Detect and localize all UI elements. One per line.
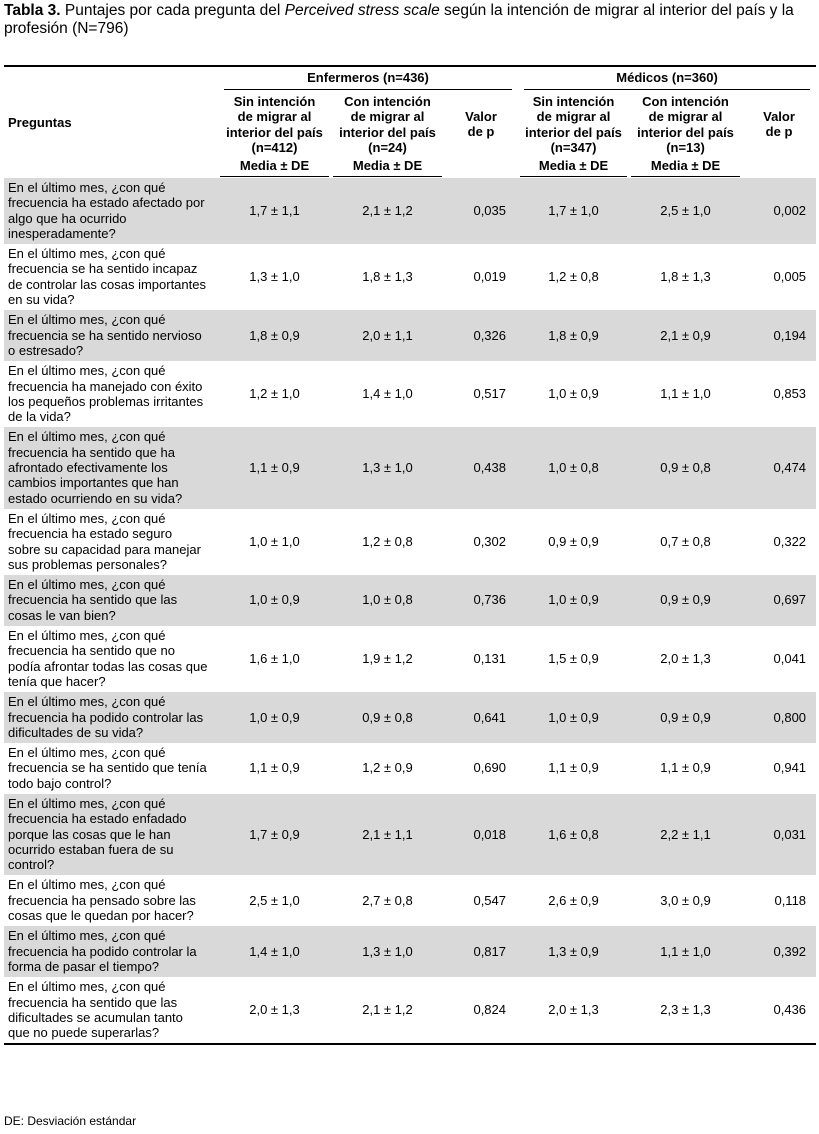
table-row bbox=[4, 926, 816, 977]
header-enf-con-l4: (n=24) bbox=[368, 139, 407, 155]
header-med-con-l1: Con intención bbox=[642, 94, 729, 109]
enf-con-cell: 1,8 ± 1,3 bbox=[362, 269, 413, 285]
header-enf-con-l1: Con intención bbox=[344, 94, 431, 109]
enf-sin-cell: 1,2 ± 1,0 bbox=[249, 386, 300, 402]
med-con-cell: 1,1 ± 0,9 bbox=[660, 760, 711, 776]
footnote: DE: Desviación estándar bbox=[4, 1114, 137, 1128]
enf-sin-cell: 1,1 ± 0,9 bbox=[218, 427, 331, 508]
table-container bbox=[4, 65, 816, 1045]
med-con-cell: 1,1 ± 1,0 bbox=[629, 926, 742, 977]
med-sin-cell: 0,9 ± 0,9 bbox=[548, 533, 599, 549]
group-medicos-label: Médicos (n=360) bbox=[524, 70, 810, 89]
question-cell: En el último mes, ¿con qué frecuencia ha manejado con éxito los pequeños problemas irritantes de la vida? bbox=[8, 363, 204, 425]
med-con-cell: 2,3 ± 1,3 bbox=[660, 1002, 711, 1018]
med-p-cell: 0,474 bbox=[742, 427, 816, 508]
med-sin-cell: 1,2 ± 0,8 bbox=[548, 269, 599, 285]
enf-p-cell: 0,438 bbox=[444, 427, 518, 508]
media-de-label: Media ± DE bbox=[631, 158, 740, 176]
enf-p-cell: 0,035 bbox=[444, 178, 518, 244]
enf-p-cell: 0,517 bbox=[473, 386, 507, 402]
header-med-valor-p-l2: de p bbox=[765, 124, 793, 140]
enf-sin-cell: 1,7 ± 0,9 bbox=[218, 794, 331, 875]
header-med-sin-l3: interior del país bbox=[525, 124, 622, 140]
enf-sin-cell: 1,0 ± 1,0 bbox=[249, 533, 300, 549]
question-cell: En el último mes, ¿con qué frecuencia ha sentido que no podía afrontar todas las cosas que tenía que hacer? bbox=[8, 628, 208, 689]
med-con-cell: 2,5 ± 1,0 bbox=[629, 178, 742, 244]
enf-p-cell: 0,824 bbox=[473, 1002, 507, 1018]
med-sin-cell: 1,0 ± 0,9 bbox=[548, 386, 599, 402]
enf-p-cell: 0,547 bbox=[473, 892, 507, 908]
enf-con-cell: 2,0 ± 1,1 bbox=[331, 310, 444, 361]
table-row bbox=[4, 575, 816, 626]
enf-sin-cell: 1,3 ± 1,0 bbox=[249, 269, 300, 285]
enf-sin-cell: 1,6 ± 1,0 bbox=[249, 650, 300, 666]
table-row bbox=[4, 361, 816, 427]
enf-sin-cell: 1,0 ± 0,9 bbox=[218, 692, 331, 743]
header-med-sin-l1: Sin intención bbox=[532, 94, 615, 109]
med-con-cell: 1,8 ± 1,3 bbox=[660, 269, 711, 285]
enf-p-cell: 0,690 bbox=[473, 760, 507, 776]
med-sin-cell: 1,6 ± 0,8 bbox=[518, 794, 629, 875]
question-cell: En el último mes, ¿con qué frecuencia ha sentido que las dificultades se acumulan tanto que no puede superarlas? bbox=[8, 979, 183, 1041]
question-cell: En el último mes, ¿con qué frecuencia se ha sentido que tenía todo bajo control? bbox=[8, 745, 207, 791]
table-row bbox=[4, 692, 816, 743]
enf-p-cell: 0,326 bbox=[444, 310, 518, 361]
med-p-cell: 0,031 bbox=[742, 794, 816, 875]
header-enf-con bbox=[331, 91, 444, 157]
enf-p-cell: 0,817 bbox=[444, 926, 518, 977]
table-row bbox=[4, 244, 816, 310]
question-cell: En el último mes, ¿con qué frecuencia ha estado seguro sobre su capacidad para manejar sus problemas personales? bbox=[8, 510, 201, 572]
med-sin-cell: 2,6 ± 0,9 bbox=[548, 892, 599, 908]
caption-italic: Perceived stress scale bbox=[284, 2, 440, 19]
enf-con-cell: 2,1 ± 1,2 bbox=[362, 1002, 413, 1018]
media-de-label: Media ± DE bbox=[333, 158, 442, 176]
med-p-cell: 0,941 bbox=[773, 760, 807, 776]
enf-sin-cell: 2,5 ± 1,0 bbox=[249, 892, 300, 908]
table-row bbox=[4, 427, 816, 508]
enf-con-cell: 1,3 ± 1,0 bbox=[331, 926, 444, 977]
enf-sin-cell: 1,1 ± 0,9 bbox=[249, 760, 300, 776]
enf-con-cell: 0,9 ± 0,8 bbox=[331, 692, 444, 743]
table-row bbox=[4, 310, 816, 361]
header-med-valor-p bbox=[742, 91, 816, 178]
med-p-cell: 0,853 bbox=[773, 386, 807, 402]
med-p-cell: 0,118 bbox=[774, 892, 807, 908]
med-sin-cell: 1,1 ± 0,9 bbox=[548, 760, 599, 776]
table-caption bbox=[4, 2, 816, 38]
med-p-cell: 0,392 bbox=[742, 926, 816, 977]
enf-con-cell: 1,3 ± 1,0 bbox=[331, 427, 444, 508]
header-med-con-media bbox=[629, 157, 742, 178]
med-sin-cell: 1,3 ± 0,9 bbox=[518, 926, 629, 977]
enf-p-cell: 0,736 bbox=[444, 575, 518, 626]
header-med-sin bbox=[518, 91, 629, 157]
question-cell: En el último mes, ¿con qué frecuencia ha sentido que las cosas le van bien? bbox=[4, 575, 218, 626]
header-preguntas: Preguntas bbox=[8, 114, 72, 130]
question-cell: En el último mes, ¿con qué frecuencia se ha sentido incapaz de controlar las cosas importantes en su vida? bbox=[8, 246, 206, 308]
question-cell: En el último mes, ¿con qué frecuencia se ha sentido nervioso o estresado? bbox=[4, 310, 218, 361]
med-sin-cell: 1,0 ± 0,8 bbox=[518, 427, 629, 508]
table-row bbox=[4, 977, 816, 1043]
med-con-cell: 2,0 ± 1,3 bbox=[660, 650, 711, 666]
enf-con-cell: 1,4 ± 1,0 bbox=[362, 386, 413, 402]
med-p-cell: 0,002 bbox=[742, 178, 816, 244]
question-cell: En el último mes, ¿con qué frecuencia ha podido controlar las dificultades de su vida? bbox=[4, 692, 218, 743]
header-enf-valor-p-l1: Valor bbox=[465, 109, 497, 124]
enf-p-cell: 0,641 bbox=[444, 692, 518, 743]
enf-con-cell: 2,1 ± 1,1 bbox=[331, 794, 444, 875]
question-cell: En el último mes, ¿con qué frecuencia ha podido controlar la forma de pasar el tiempo? bbox=[4, 926, 218, 977]
header-enf-valor-p bbox=[444, 91, 518, 178]
caption-text-after: según la intención de migrar al interior del país y la profesión (N=796) bbox=[4, 2, 794, 37]
header-med-con-l2: de migrar al bbox=[648, 109, 723, 125]
enf-p-cell: 0,302 bbox=[473, 533, 507, 549]
header-enf-sin-l1: Sin intención bbox=[233, 94, 316, 109]
med-p-cell: 0,697 bbox=[742, 575, 816, 626]
enf-con-cell: 1,2 ± 0,8 bbox=[362, 533, 413, 549]
med-con-cell: 3,0 ± 0,9 bbox=[660, 892, 711, 908]
header-med-con-l4: (n=13) bbox=[666, 139, 705, 155]
header-med-con bbox=[629, 91, 742, 157]
med-sin-cell: 1,8 ± 0,9 bbox=[518, 310, 629, 361]
table-row bbox=[4, 626, 816, 692]
med-p-cell: 0,436 bbox=[773, 1002, 807, 1018]
caption-text-before: Puntajes por cada pregunta del bbox=[60, 2, 285, 19]
header-group-medicos bbox=[518, 66, 816, 91]
enf-con-cell: 2,7 ± 0,8 bbox=[362, 892, 413, 908]
med-con-cell: 0,9 ± 0,9 bbox=[629, 575, 742, 626]
header-enf-sin-l2: de migrar al bbox=[237, 109, 312, 125]
med-p-cell: 0,194 bbox=[742, 310, 816, 361]
med-sin-cell: 1,7 ± 1,0 bbox=[518, 178, 629, 244]
enf-sin-cell: 1,7 ± 1,1 bbox=[218, 178, 331, 244]
table-row bbox=[4, 875, 816, 926]
med-con-cell: 0,9 ± 0,8 bbox=[629, 427, 742, 508]
group-enfermeros-label: Enfermeros (n=436) bbox=[224, 70, 512, 89]
med-sin-cell: 1,0 ± 0,9 bbox=[518, 692, 629, 743]
header-enf-sin-l4: (n=412) bbox=[251, 139, 298, 155]
media-de-label: Media ± DE bbox=[520, 158, 627, 176]
enf-sin-cell: 1,0 ± 0,9 bbox=[218, 575, 331, 626]
med-con-cell: 1,1 ± 1,0 bbox=[660, 386, 711, 402]
enf-con-cell: 1,0 ± 0,8 bbox=[331, 575, 444, 626]
header-group-enfermeros bbox=[218, 66, 518, 91]
header-enf-sin-l3: interior del país bbox=[226, 124, 323, 140]
table-bottom-rule bbox=[4, 1043, 816, 1045]
enf-con-cell: 1,9 ± 1,2 bbox=[362, 650, 413, 666]
enf-p-cell: 0,018 bbox=[444, 794, 518, 875]
header-med-sin-media bbox=[518, 157, 629, 178]
med-con-cell: 2,2 ± 1,1 bbox=[629, 794, 742, 875]
caption-label: Tabla 3. bbox=[4, 2, 61, 19]
enf-con-cell: 1,2 ± 0,9 bbox=[362, 760, 413, 776]
header-med-con-l3: interior del país bbox=[637, 124, 734, 140]
header-enf-con-l3: interior del país bbox=[339, 124, 436, 140]
media-de-label: Media ± DE bbox=[220, 158, 329, 176]
table-row bbox=[4, 509, 816, 575]
question-cell: En el último mes, ¿con qué frecuencia ha estado afectado por algo que ha ocurrido inesperadamente? bbox=[4, 178, 218, 244]
enf-p-cell: 0,019 bbox=[473, 269, 507, 285]
enf-p-cell: 0,131 bbox=[473, 650, 507, 666]
med-con-cell: 2,1 ± 0,9 bbox=[629, 310, 742, 361]
header-med-sin-l4: (n=347) bbox=[550, 139, 597, 155]
header-enf-valor-p-l2: de p bbox=[467, 124, 495, 140]
med-p-cell: 0,041 bbox=[773, 650, 807, 666]
header-enf-sin-media bbox=[218, 157, 331, 178]
med-p-cell: 0,005 bbox=[773, 269, 807, 285]
question-cell: En el último mes, ¿con qué frecuencia ha estado enfadado porque las cosas que le han ocurrido estaban fuera de su control? bbox=[4, 794, 218, 875]
question-cell: En el último mes, ¿con qué frecuencia ha sentido que ha afrontado efectivamente los cambios importantes que han estado ocurriendo en su vida? bbox=[4, 427, 218, 508]
enf-sin-cell: 1,8 ± 0,9 bbox=[218, 310, 331, 361]
header-enf-con-media bbox=[331, 157, 444, 178]
stress-scale-table bbox=[4, 65, 816, 1043]
med-p-cell: 0,322 bbox=[773, 533, 807, 549]
question-cell: En el último mes, ¿con qué frecuencia ha pensado sobre las cosas que le quedan por hacer? bbox=[8, 877, 196, 924]
header-enf-sin bbox=[218, 91, 331, 157]
table-row bbox=[4, 178, 816, 244]
enf-con-cell: 2,1 ± 1,2 bbox=[331, 178, 444, 244]
header-enf-con-l2: de migrar al bbox=[350, 109, 425, 125]
enf-sin-cell: 2,0 ± 1,3 bbox=[249, 1002, 300, 1018]
med-con-cell: 0,7 ± 0,8 bbox=[660, 533, 711, 549]
med-con-cell: 0,9 ± 0,9 bbox=[629, 692, 742, 743]
med-sin-cell: 1,0 ± 0,9 bbox=[518, 575, 629, 626]
enf-sin-cell: 1,4 ± 1,0 bbox=[218, 926, 331, 977]
table-row bbox=[4, 794, 816, 875]
table-row bbox=[4, 743, 816, 794]
med-sin-cell: 1,5 ± 0,9 bbox=[548, 650, 599, 666]
header-med-sin-l2: de migrar al bbox=[536, 109, 611, 125]
header-med-valor-p-l1: Valor bbox=[763, 109, 795, 124]
med-sin-cell: 2,0 ± 1,3 bbox=[548, 1002, 599, 1018]
table-body bbox=[4, 178, 816, 1043]
med-p-cell: 0,800 bbox=[742, 692, 816, 743]
